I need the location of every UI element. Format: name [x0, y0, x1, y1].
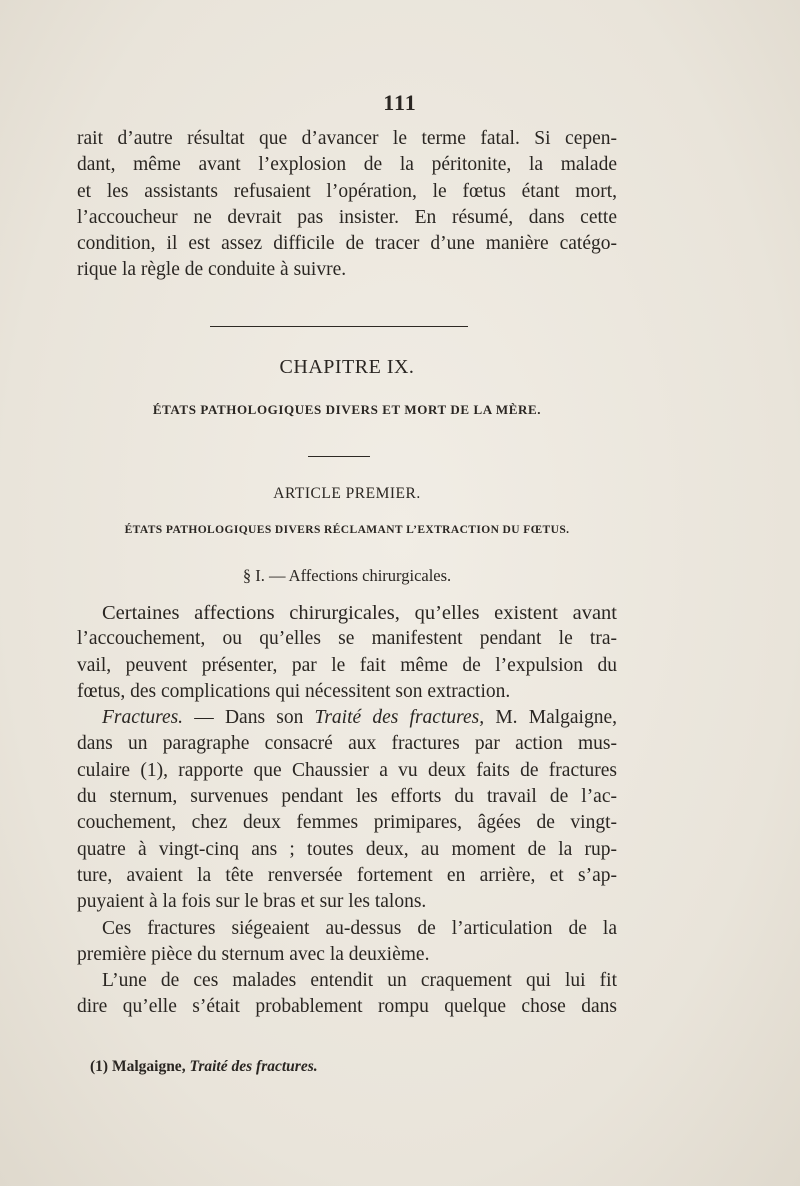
article-divider-rule: [308, 456, 370, 457]
chapter-title: CHAPITRE IX.: [279, 356, 415, 378]
text-line: condition, il est assez difficile de tracer d’une manière catégo-: [77, 233, 617, 255]
text-line: culaire (1), rapporte que Chaussier a vu deux faits de fractures: [77, 759, 617, 781]
chapter-divider-rule: [210, 326, 468, 327]
text-line: l’accoucheur ne devrait pas insister. En résumé, dans cette: [77, 206, 617, 228]
italic-book-title: Traité des fractures,: [314, 707, 485, 729]
text-line-fractures: Fractures. — Dans son Traité des fractures, M. Malgaigne,: [102, 707, 617, 729]
page-number: 111: [383, 90, 417, 115]
text-line: dire qu’elle s’était probablement rompu quelque chose dans: [77, 996, 617, 1018]
text-line: dans un paragraphe consacré aux fractures par action mus-: [77, 733, 617, 755]
text-line: puyaient à la fois sur le bras et sur les talons.: [77, 891, 427, 913]
text-line: vail, peuvent présenter, par le fait même de l’expulsion du: [77, 654, 617, 676]
text-line: rait d’autre résultat que d’avancer le terme fatal. Si cepen-: [77, 128, 617, 149]
text-line: Ces fractures siégeaient au-dessus de l’articulation de la: [102, 917, 617, 939]
footnote-italic-title: Traité des fractures.: [189, 1058, 318, 1075]
chapter-subtitle: ÉTATS PATHOLOGIQUES DIVERS ET MORT DE LA MÈRE.: [152, 402, 542, 417]
text-line: L’une de ces malades entendit un craquement qui lui fit: [102, 970, 617, 992]
text-line: et les assistants refusaient l’opération, le fœtus étant mort,: [77, 180, 617, 202]
body-text: [77, 600, 617, 1021]
text-line: fœtus, des complications qui nécessitent son extraction.: [77, 680, 511, 702]
article-subtitle: ÉTATS PATHOLOGIQUES DIVERS RÉCLAMANT L’EXTRACTION DU FŒTUS.: [124, 524, 570, 536]
section-title: § I. — Affections chirurgicales.: [242, 566, 452, 585]
text-line: ture, avaient la tête renversée fortement en arrière, et s’ap-: [77, 864, 617, 886]
text-line: l’accouchement, ou qu’elles se manifestent pendant le tra-: [77, 628, 617, 650]
text-line: Certaines affections chirurgicales, qu’elles existent avant: [102, 602, 617, 624]
top-paragraph: [77, 126, 617, 284]
text-line: quatre à vingt-cinq ans ; toutes deux, au moment de la rup-: [77, 838, 617, 860]
article-title: ARTICLE PREMIER.: [273, 485, 421, 502]
text-line: couchement, chez deux femmes primipares, âgées de vingt-: [77, 812, 617, 834]
footnote: (1) Malgaigne, Traité des fractures.: [90, 1058, 318, 1075]
text-line: du sternum, survenues pendant les efforts du travail de l’ac-: [77, 786, 617, 808]
text-line: première pièce du sternum avec la deuxième.: [77, 943, 430, 965]
italic-heading: Fractures.: [102, 707, 184, 729]
text-line: dant, même avant l’explosion de la péritonite, la malade: [77, 154, 617, 176]
text-line: rique la règle de conduite à suivre.: [77, 259, 347, 281]
